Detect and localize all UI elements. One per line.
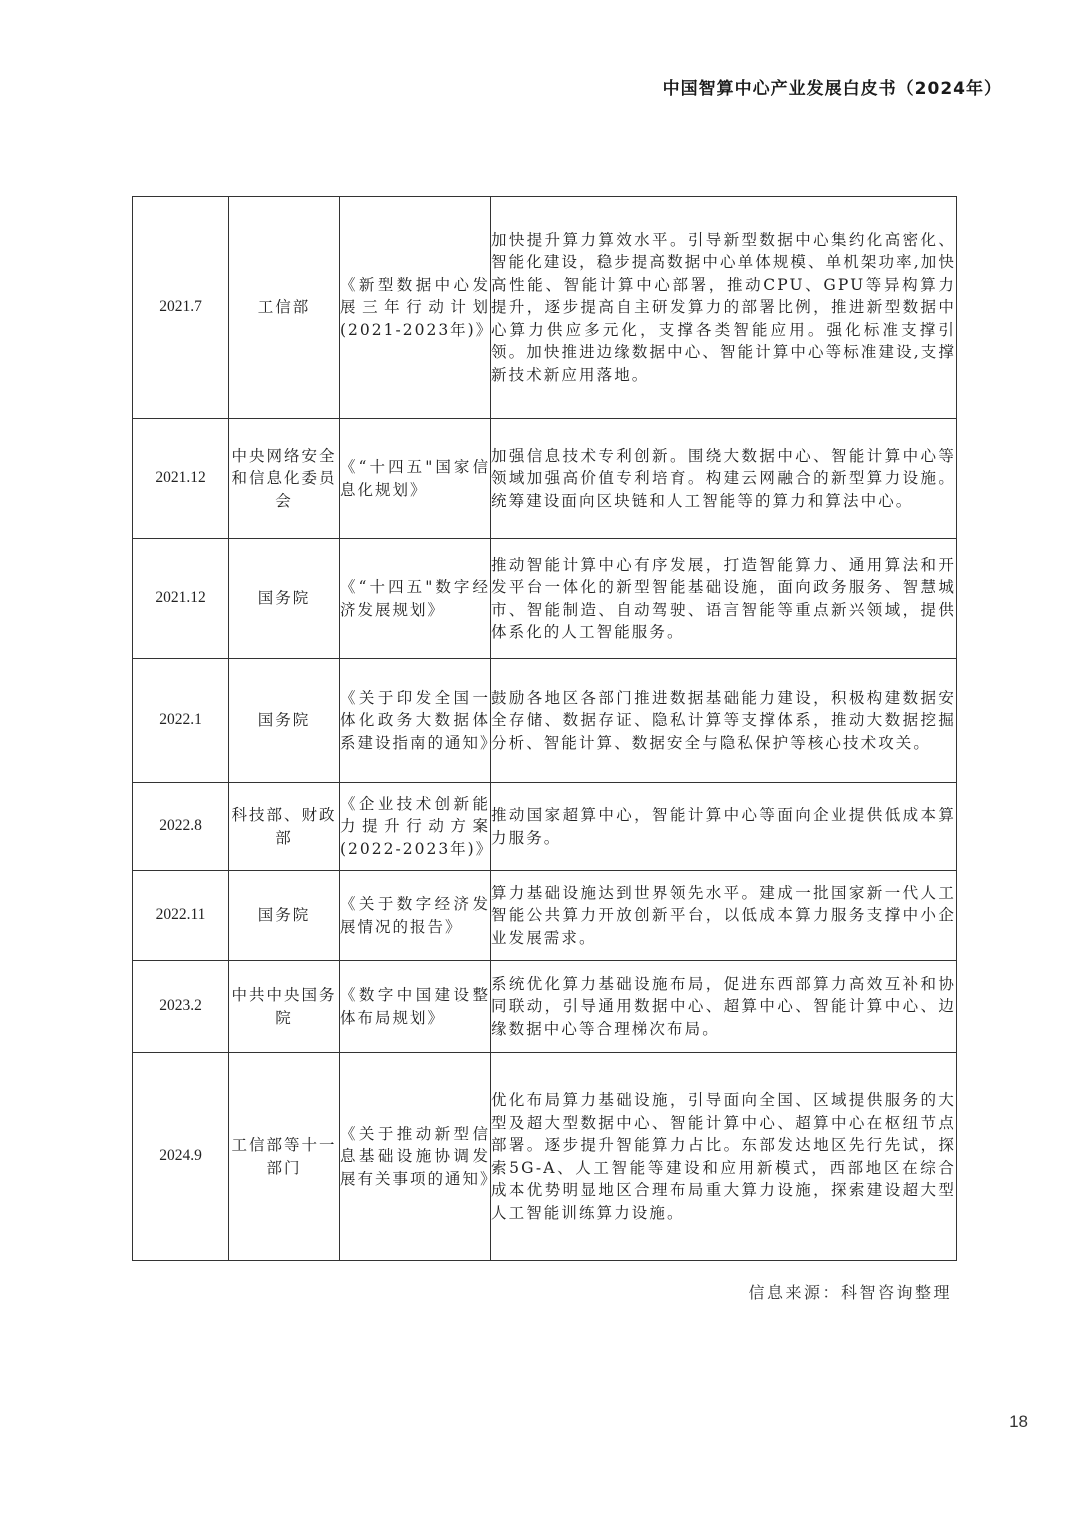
row-document: 《企业技术创新能力提升行动方案(2022-2023年)》: [340, 783, 491, 871]
row-document: 《关于数字经济发展情况的报告》: [340, 871, 491, 961]
row-document: 《“十四五"国家信息化规划》: [340, 419, 491, 539]
row-date: 2021.7: [133, 197, 229, 419]
table-row: [133, 539, 957, 659]
row-document: 《关于印发全国一体化政务大数据体系建设指南的通知》: [340, 659, 491, 783]
row-date: 2024.9: [133, 1053, 229, 1261]
row-description: 加强信息技术专利创新。围绕大数据中心、智能计算中心等领域加强高价值专利培育。构建云网融合的新型算力设施。统筹建设面向区块链和人工智能等的算力和算法中心。: [491, 419, 957, 539]
row-org: 国务院: [229, 659, 340, 783]
row-description: 算力基础设施达到世界领先水平。建成一批国家新一代人工智能公共算力开放创新平台，以低成本算力服务支撑中小企业发展需求。: [491, 871, 957, 961]
row-description: 系统优化算力基础设施布局，促进东西部算力高效互补和协同联动，引导通用数据中心、超算中心、智能计算中心、边缘数据中心等合理梯次布局。: [491, 961, 957, 1053]
row-description: 推动国家超算中心，智能计算中心等面向企业提供低成本算力服务。: [491, 783, 957, 871]
table-row: [133, 659, 957, 783]
source-note: 信息来源：科智咨询整理: [748, 1283, 952, 1302]
table-row: [133, 961, 957, 1053]
row-org: 国务院: [229, 539, 340, 659]
row-document: 《新型数据中心发展三年行动计划(2021-2023年)》: [340, 197, 491, 419]
row-description: 推动智能计算中心有序发展，打造智能算力、通用算法和开发平台一体化的新型智能基础设施，面向政务服务、智慧城市、智能制造、自动驾驶、语言智能等重点新兴领域，提供体系化的人工智能服务。: [491, 539, 957, 659]
row-org: 中央网络安全和信息化委员会: [229, 419, 340, 539]
row-description: 优化布局算力基础设施，引导面向全国、区域提供服务的大型及超大型数据中心、智能计算中心、超算中心在枢纽节点部署。逐步提升智能算力占比。东部发达地区先行先试，探索5G-A、人工智能等建设和应用新模式，西部地区在综合成本优势明显地区合理布局重大算力设施，探索建设超大型人工智能训练算力设施。: [491, 1053, 957, 1261]
row-date: 2021.12: [133, 539, 229, 659]
row-description: 加快提升算力算效水平。引导新型数据中心集约化高密化、智能化建设，稳步提高数据中心单体规模、单机架功率,加快高性能、智能计算中心部署，推动CPU、GPU等异构算力提升，逐步提高自主研发算力的部署比例，推进新型数据中心算力供应多元化，支撑各类智能应用。强化标准支撑引领。加快推进边缘数据中心、智能计算中心等标准建设,支撑新技术新应用落地。: [491, 197, 957, 419]
row-date: 2021.12: [133, 419, 229, 539]
row-date: 2023.2: [133, 961, 229, 1053]
table-row: [133, 783, 957, 871]
row-document: 《数字中国建设整体布局规划》: [340, 961, 491, 1053]
table-row: [133, 197, 957, 419]
page-number: 18: [1009, 1412, 1028, 1431]
table-row: [133, 1053, 957, 1261]
table-row: [133, 419, 957, 539]
row-date: 2022.8: [133, 783, 229, 871]
row-org: 工信部: [229, 197, 340, 419]
row-date: 2022.11: [133, 871, 229, 961]
page-header-title: 中国智算中心产业发展白皮书（2024年）: [662, 79, 1002, 99]
row-org: 国务院: [229, 871, 340, 961]
row-org: 中共中央国务院: [229, 961, 340, 1053]
table-row: [133, 871, 957, 961]
row-org: 工信部等十一部门: [229, 1053, 340, 1261]
row-document: 《关于推动新型信息基础设施协调发展有关事项的通知》: [340, 1053, 491, 1261]
row-date: 2022.1: [133, 659, 229, 783]
row-org: 科技部、财政部: [229, 783, 340, 871]
row-description: 鼓励各地区各部门推进数据基础能力建设，积极构建数据安全存储、数据存证、隐私计算等支撑体系，推动大数据挖掘分析、智能计算、数据安全与隐私保护等核心技术攻关。: [491, 659, 957, 783]
row-document: 《“十四五"数字经济发展规划》: [340, 539, 491, 659]
policy-table: [132, 196, 957, 1261]
